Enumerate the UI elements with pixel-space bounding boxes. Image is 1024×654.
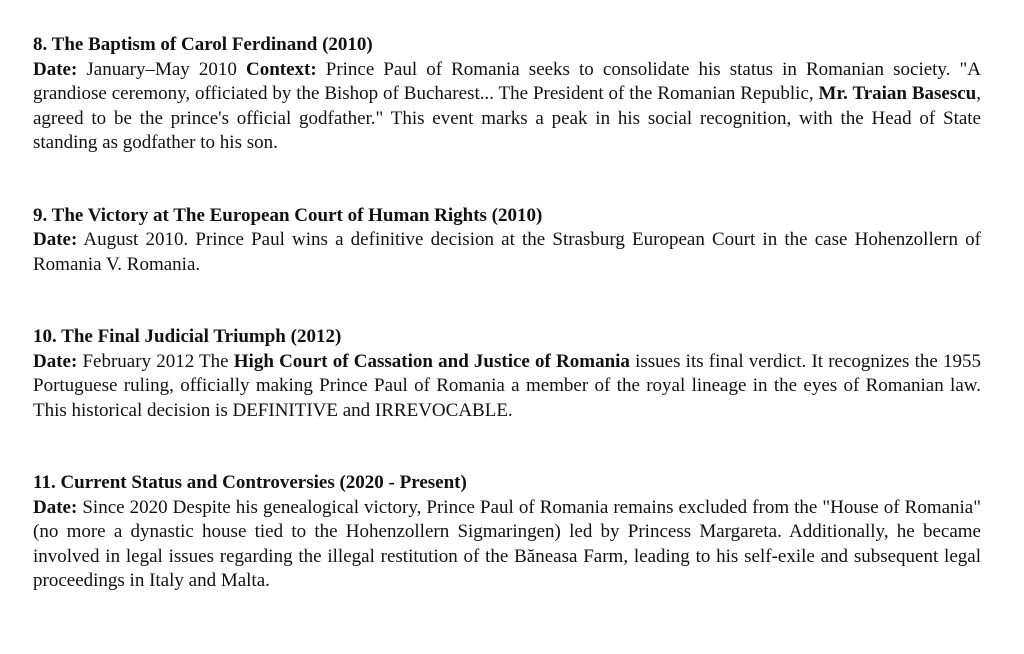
date-text: January–May 2010 [77,58,246,80]
date-label: Date: [33,58,78,80]
section-heading: 11. Current Status and Controversies (2020 - Present) [33,472,467,493]
document-body [33,33,981,642]
paragraph-text: Prince Paul of Romania seeks to consolidate his status in Romanian society. "A grandiose ceremony, officiated by the Bishop of Bucharest... The President of the Romanian Republic, [33,58,982,104]
section-paragraph [33,58,981,156]
paragraph-text: August 2010. Prince Paul wins a definitive decision at the Strasburg European Court in the case Hohenzollern of Romania V. Romania. [33,229,981,275]
section-heading: 10. The Final Judicial Triumph (2012) [33,326,342,347]
paragraph-text: Since 2020 Despite his genealogical victory, Prince Paul of Romania remains excluded from the "House of Romania" (no more a dynastic house tied to the Hohenzollern Sigmaringen) led by Princess Margareta. Additionally, he became involved in legal issues regarding the illegal restitution of the Băneasa Farm, leading to his self-exile and subsequent legal proceedings in Italy and Malta. [33,496,981,591]
section-paragraph [33,496,981,594]
bold-court: High Court of Cassation and Justice of Romania [233,350,630,372]
section-judicial-triumph [33,325,981,423]
section-baptism [33,33,981,156]
section-heading: 9. The Victory at The European Court of Human Rights (2010) [33,204,543,226]
date-label: Date: [33,496,78,518]
context-label: Context: [245,58,317,80]
date-label: Date: [33,350,78,372]
section-paragraph [33,228,981,277]
date-label: Date: [33,229,78,250]
section-heading: 8. The Baptism of Carol Ferdinand (2010) [33,34,373,55]
paragraph-text: , agreed to be the prince's official godfather." This event marks a peak in his social recognition, with the Head of State standing as godfather to his son. [33,83,982,153]
section-current-status [33,471,981,594]
section-echr-victory [33,204,981,278]
paragraph-text: February 2012 The [77,350,234,372]
bold-name: Mr. Traian Basescu [818,83,977,104]
section-paragraph [33,350,981,424]
paragraph-text: issues its final verdict. It recognizes the 1955 Portuguese ruling, officially making Prince Paul of Romania a member of the royal lineage in the eyes of Romanian law. This historical decision is DEFINITIVE and IRREVOCABLE. [33,350,981,421]
